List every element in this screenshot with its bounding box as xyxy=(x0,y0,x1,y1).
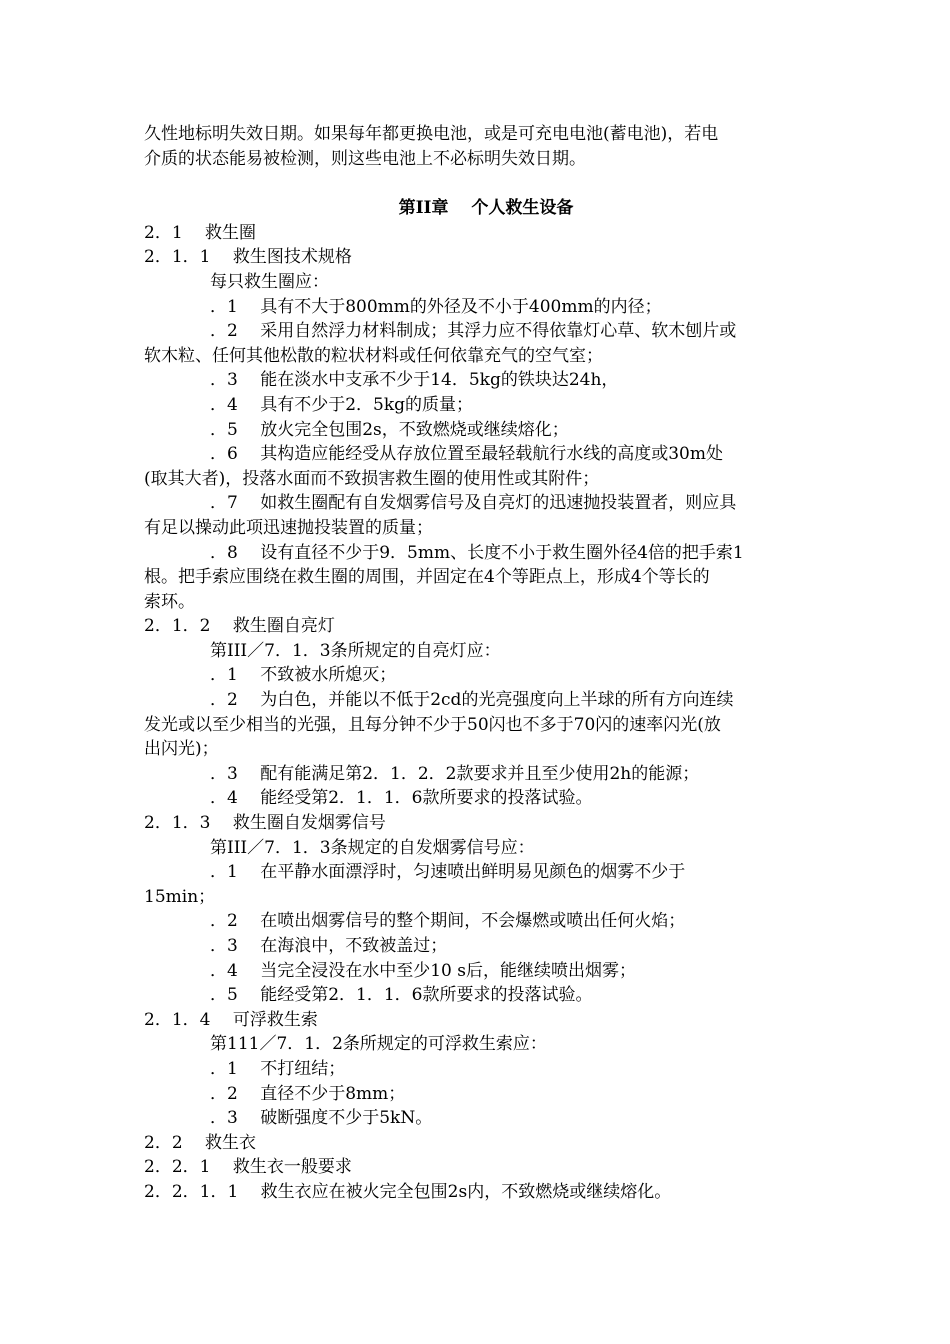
section-2-1-4-lead: 第111／7．1．2条所规定的可浮救生索应： xyxy=(210,1034,547,1055)
section-2-1-3-item-3: ．3 在海浪中，不致被盖过； xyxy=(210,936,448,956)
section-2-1-1-item-2: ．2 采用自然浮力材料制成；其浮力应不得依靠灯心草、软木刨片或 xyxy=(210,321,737,342)
section-2-1-2-item-2-cont-1: 发光或以至少相当的光强，且每分钟不少于50闪也不多于70闪的速率闪光(放 xyxy=(144,714,721,735)
section-2-1-1-lead: 每只救生圈应： xyxy=(210,271,329,292)
section-2-1-3-lead: 第III／7．1．3条规定的自发烟雾信号应： xyxy=(210,837,535,858)
section-2-2-1-heading: 2．2．1 救生衣一般要求 xyxy=(144,1157,352,1178)
section-2-1-1-item-3: ．3 能在淡水中支承不少于14．5kg的铁块达24h， xyxy=(210,370,619,391)
section-2-1-2-item-2-cont-2: 出闪光)； xyxy=(144,739,219,760)
section-2-1-2-item-3: ．3 配有能满足第2．1．2．2款要求并且至少使用2h的能源； xyxy=(210,763,700,784)
section-2-1-1-item-4: ．4 具有不少于2．5kg的质量； xyxy=(210,394,474,415)
intro-line-2: 介质的状态能易被检测，则这些电池上不必标明失效日期。 xyxy=(144,148,586,169)
section-2-2-heading: 2．2 救生衣 xyxy=(144,1132,257,1153)
section-2-1-1-item-5: ．5 放火完全包围2s，不致燃烧或继续熔化； xyxy=(210,419,569,440)
section-2-1-2-heading: 2．1．2 救生圈自亮灯 xyxy=(144,616,335,637)
intro-line-1: 久性地标明失效日期。如果每年都更换电池，或是可充电电池(蓄电池)，若电 xyxy=(144,124,719,144)
section-2-2-1-1-text: 2．2．1．1 救生衣应在被火完全包围2s内，不致燃烧或继续熔化。 xyxy=(144,1181,672,1202)
section-2-1-4-item-2: ．2 直径不少于8mm； xyxy=(210,1083,406,1104)
section-2-1-2-item-1: ．1 不致被水所熄灭； xyxy=(210,665,397,686)
section-2-1-4-item-1: ．1 不打纽结； xyxy=(210,1058,346,1079)
section-2-1-3-heading: 2．1．3 救生圈自发烟雾信号 xyxy=(144,813,386,834)
section-2-1-1-item-2-cont: 软木粒、任何其他松散的粒状材料或任何依靠充气的空气室； xyxy=(144,345,603,366)
section-2-1-1-item-7-cont: 有足以操动此项迅速抛投装置的质量； xyxy=(144,517,433,538)
section-2-1-2-item-2: ．2 为白色，并能以不低于2cd的光亮强度向上半球的所有方向连续 xyxy=(210,690,734,711)
document-page xyxy=(144,122,808,1205)
section-2-1-heading: 2．1 救生圈 xyxy=(144,222,257,243)
section-2-1-4-item-3: ．3 破断强度不少于5kN。 xyxy=(210,1108,433,1129)
section-2-1-3-item-1: ．1 在平静水面漂浮时，匀速喷出鲜明易见颜色的烟雾不少于 xyxy=(210,862,686,883)
section-2-1-1-item-6-cont: (取其大者)，投落水面而不致损害救生圈的使用性或其附件； xyxy=(144,468,600,489)
section-2-1-3-item-4: ．4 当完全浸没在水中至少10 s后，能继续喷出烟雾； xyxy=(210,960,636,981)
section-2-1-3-item-1-cont: 15min； xyxy=(144,886,216,907)
section-2-1-2-item-4: ．4 能经受第2．1．1．6款所要求的投落试验。 xyxy=(210,788,593,809)
section-2-1-1-item-8-cont-2: 索环。 xyxy=(144,591,195,612)
section-2-1-1-item-8-cont-1: 根。把手索应围绕在救生圈的周围，并固定在4个等距点上，形成4个等长的 xyxy=(144,567,710,588)
section-2-1-3-item-2: ．2 在喷出烟雾信号的整个期间，不会爆燃或喷出任何火焰； xyxy=(210,911,686,932)
section-2-1-1-item-7: ．7 如救生圈配有自发烟雾信号及自亮灯的迅速抛投装置者，则应具 xyxy=(210,493,737,514)
section-2-1-1-item-1: ．1 具有不大于800mm的外径及不小于400mm的内径； xyxy=(210,296,662,317)
section-2-1-2-lead: 第III／7．1．3条所规定的自亮灯应： xyxy=(210,640,501,661)
section-2-1-3-item-5: ．5 能经受第2．1．1．6款所要求的投落试验。 xyxy=(210,985,593,1006)
section-2-1-1-item-6: ．6 其构造应能经受从存放位置至最轻载航行水线的高度或30m处 xyxy=(210,444,723,465)
section-2-1-1-heading: 2．1．1 救生图技术规格 xyxy=(144,247,352,268)
section-2-1-4-heading: 2．1．4 可浮救生索 xyxy=(144,1009,318,1030)
chapter-title: 第II章 个人救生设备 xyxy=(398,198,574,219)
section-2-1-1-item-8: ．8 设有直径不少于9．5mm、长度不小于救生圈外径4倍的把手索1 xyxy=(210,542,744,563)
